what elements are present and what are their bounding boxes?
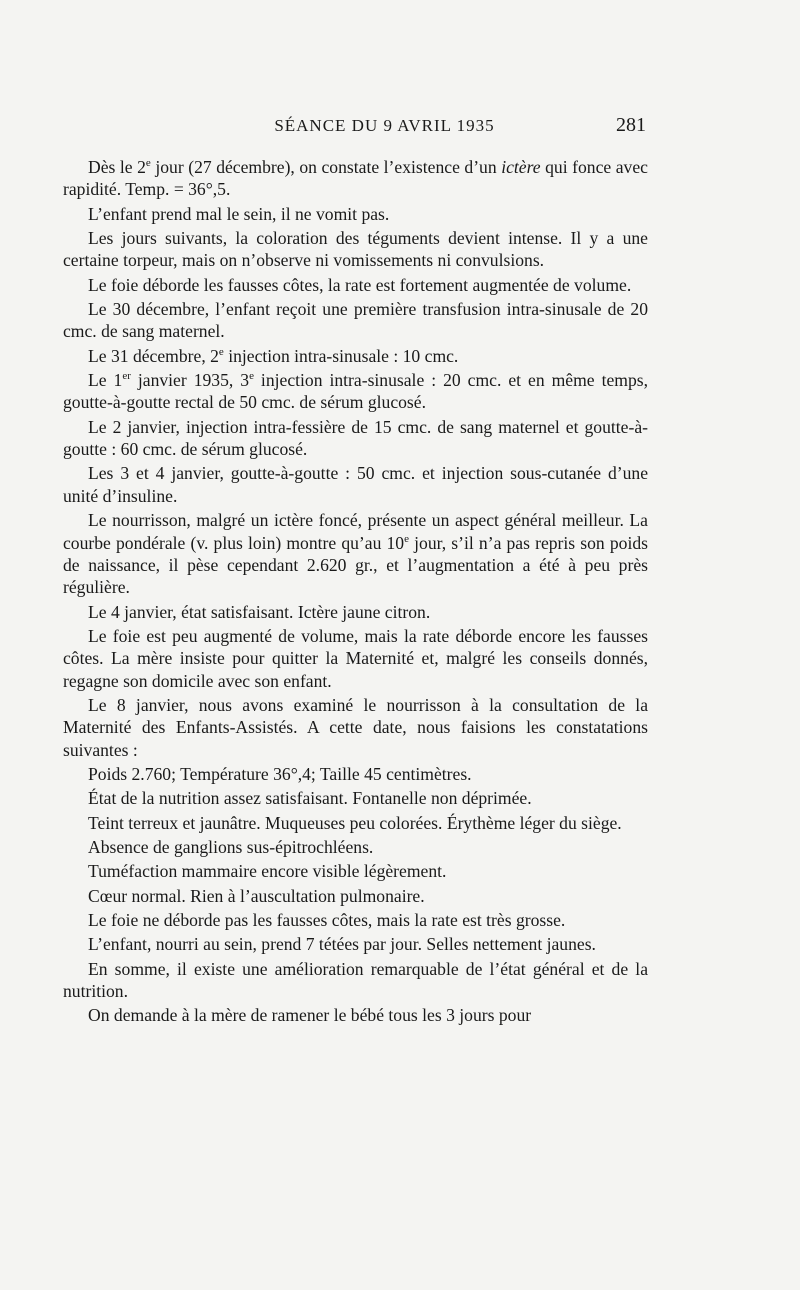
paragraph: L’enfant prend mal le sein, il ne vomit pas. <box>88 203 390 224</box>
paragraph: En somme, il existe une amélioration remarquable de l’état général et de la nutrition. <box>63 958 648 1001</box>
paragraph: On demande à la mère de ramener le bébé tous les 3 jours pour <box>88 1005 532 1026</box>
paragraph: Le foie déborde les fausses côtes, la rate est fortement augmentée de volume. <box>88 274 632 295</box>
running-title: SÉANCE DU 9 AVRIL 1935 <box>274 116 495 135</box>
paragraph: Teint terreux et jaunâtre. Muqueuses peu colorées. Érythème léger du siège. <box>88 812 622 833</box>
paragraph: Le 4 janvier, état satisfaisant. Ictère jaune citron. <box>88 601 431 622</box>
running-header <box>63 114 648 140</box>
paragraph: Les jours suivants, la coloration des téguments devient intense. Il y a une certaine torpeur, mais on n’observe ni vomissements ni convulsions. <box>63 228 648 271</box>
paragraph: Le nourrisson, malgré un ictère foncé, présente un aspect général meilleur. La courbe pondérale (v. plus loin) montre qu’au 10e jour, s’il n’a pas repris son poids de naissance, il pèse cependant 2.620 gr., et l’augmentation a été à peu près régulière. <box>63 510 648 598</box>
paragraph: Le 8 janvier, nous avons examiné le nourrisson à la consultation de la Maternité des Enfants-Assistés. A cette date, nous faisions les constatations suivantes : <box>63 695 648 760</box>
paragraph: Dès le 2e jour (27 décembre), on constate l’existence d’un ictère qui fonce avec rapidité. Temp. = 36°,5. <box>63 157 648 200</box>
paragraph: Poids 2.760; Température 36°,4; Taille 45 centimètres. <box>88 764 472 785</box>
paragraph: Tuméfaction mammaire encore visible légèrement. <box>88 861 447 882</box>
paragraph: Le foie ne déborde pas les fausses côtes, mais la rate est très grosse. <box>88 909 566 930</box>
paragraph: Absence de ganglions sus-épitrochléens. <box>88 837 374 858</box>
paragraph: Le 30 décembre, l’enfant reçoit une première transfusion intra-sinusale de 20 cmc. de sang maternel. <box>63 299 648 342</box>
paragraph: Le foie est peu augmenté de volume, mais la rate déborde encore les fausses côtes. La mère insiste pour quitter la Maternité et, malgré les conseils donnés, regagne son domicile avec son enfant. <box>63 625 648 691</box>
paragraph: Le 2 janvier, injection intra-fessière de 15 cmc. de sang maternel et goutte-à-goutte : 60 cmc. de sérum glucosé. <box>63 416 648 460</box>
body-text <box>63 156 648 1027</box>
paragraph: État de la nutrition assez satisfaisant. Fontanelle non déprimée. <box>88 788 532 809</box>
paragraph: Les 3 et 4 janvier, goutte-à-goutte : 50 cmc. et injection sous-cutanée d’une unité d’insuline. <box>63 463 648 506</box>
page-number: 281 <box>616 114 646 136</box>
paragraph: Le 1er janvier 1935, 3e injection intra-sinusale : 20 cmc. et en même temps, goutte-à-goutte rectal de 50 cmc. de sérum glucosé. <box>63 370 648 413</box>
paragraph: Cœur normal. Rien à l’auscultation pulmonaire. <box>88 885 425 906</box>
paragraph: Le 31 décembre, 2e injection intra-sinusale : 10 cmc. <box>88 345 459 366</box>
paragraph: L’enfant, nourri au sein, prend 7 tétées par jour. Selles nettement jaunes. <box>88 934 596 955</box>
